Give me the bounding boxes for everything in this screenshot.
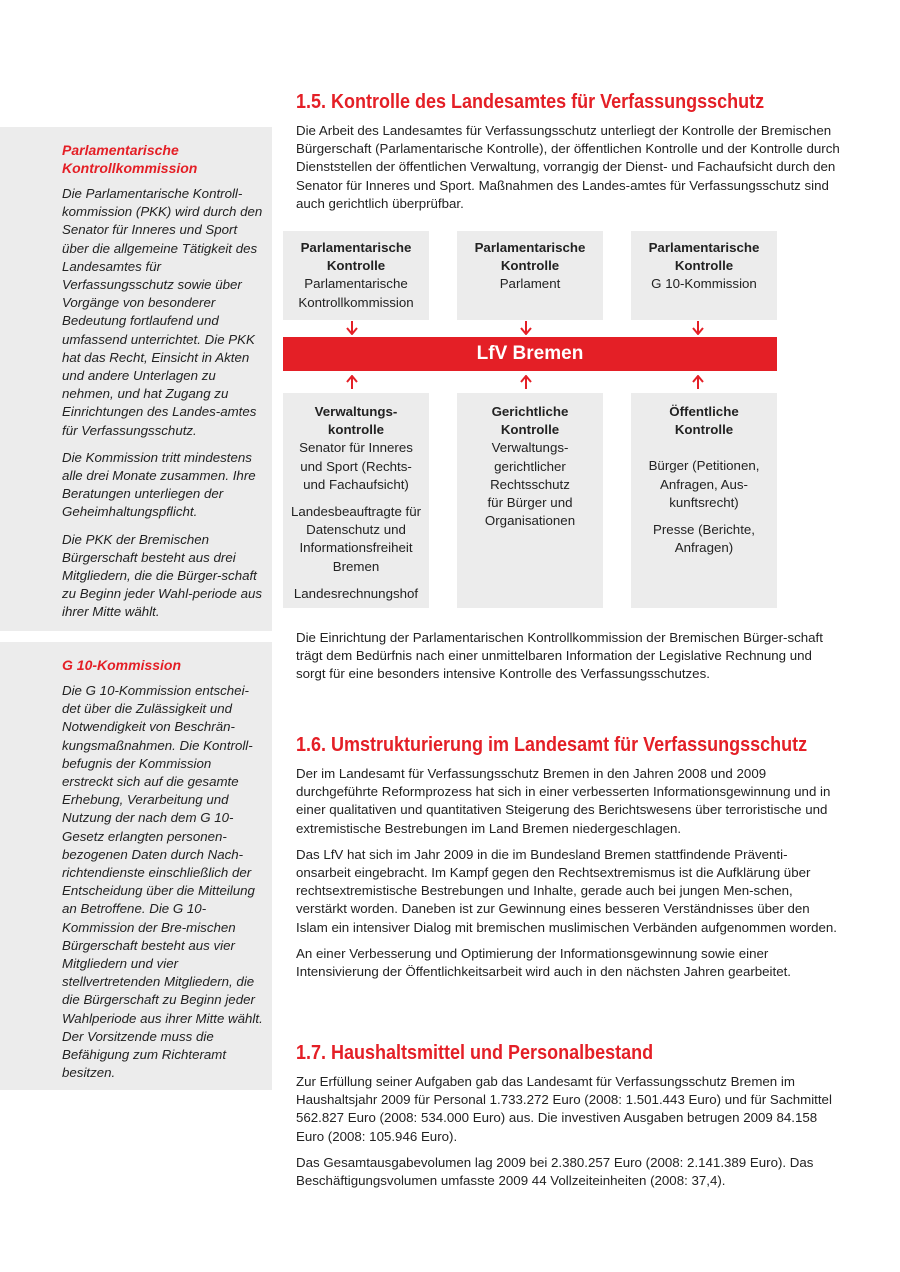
- diagram-box-line: G 10-Kommission: [651, 276, 757, 292]
- diagram-box-verwaltungskontrolle: [283, 393, 429, 608]
- diagram-box-line: Organisationen: [484, 513, 576, 529]
- diagram-box-line: Parlament: [499, 276, 561, 292]
- section-paragraph: Der im Landesamt für Verfassungsschutz Bremen in den Jahren 2008 und 2009 durchgeführte Reformprozess hat sich in einer verbesserten Informationsgewinnung und in einer qualitativen und quantitativen Steigerung des Berichtswesens über terroristische und extremistische Bestrebungen im Land Bremen niedergeschlagen.: [296, 766, 831, 836]
- diagram-box-line: Datenschutz und: [306, 522, 406, 538]
- diagram-box-title: Kontrolle: [326, 258, 386, 274]
- section-paragraph: Die Arbeit des Landesamtes für Verfassungsschutz unterliegt der Kontrolle der Bremischen Bürgerschaft (Parlamentarische Kontrolle), der öffentlichen Kontrolle und der Kontrolle durch Dienststellen der öffentlichen Verwaltung, vorrangig der Dienst- und Fachaufsicht durch den Senator für Inneres und Sport. Maßnahmen des Landes-amtes für Verfassungsschutz sind auch gerichtlich überprüfbar.: [296, 123, 840, 211]
- arrow-down-icon: [346, 321, 358, 335]
- diagram-box-line: Anfragen, Aus-: [660, 476, 748, 492]
- diagram-box-gerichtliche-kontrolle: [457, 393, 603, 608]
- section-paragraph: Das LfV hat sich im Jahr 2009 in die im Bundesland Bremen stattfindende Präventi-onsarbeit eingebracht. Im Kampf gegen den Rechtsextremismus ist die Aufklärung über rechtsextremistische Bestrebungen und Inhalte, gerade auch bei jungen Men-schen, verstärkt worden. Daneben ist zur Gewinnung eines besseren Verständnisses über den Islam ein intensiver Dialog mit bremischen muslimischen Verbänden aufgenommen worden.: [296, 846, 838, 935]
- diagram-box-line: Senator für Inneres: [299, 440, 413, 456]
- diagram-box-title: Kontrolle: [674, 258, 734, 274]
- sidebar-box-g10: [0, 642, 272, 1090]
- sidebar-paragraph: Die PKK der Bremischen Bürgerschaft besteht aus drei Mitgliedern, die die Bürger-schaft zu Beginn jeder Wahl-periode aus ihrer Mitte wählt.: [62, 531, 263, 620]
- diagram-box-line: Rechtsschutz: [490, 476, 570, 492]
- section-heading: 1.6. Umstrukturierung im Landesamt für Verfassungsschutz: [296, 734, 808, 756]
- diagram-box-line: Parlamentarische: [304, 276, 408, 292]
- diagram-box-line: Landesrechnungshof: [293, 585, 419, 601]
- diagram-box-line: Kontrollkommission: [298, 294, 414, 310]
- section-1-7: [296, 1041, 841, 1198]
- diagram-box-line: Landesbeauftragte für: [290, 504, 422, 520]
- section-1-6: [296, 733, 841, 989]
- section-1-5-intro: [296, 90, 841, 221]
- diagram-box-line: Bremen: [332, 558, 380, 574]
- control-diagram: [283, 231, 777, 608]
- arrow-up-icon: [692, 375, 704, 389]
- section-paragraph: Die Einrichtung der Parlamentarischen Kontrollkommission der Bremischen Bürger-schaft trägt dem Bedürfnis nach einer unmittelbaren Information der Legislative Rechnung und sorgt für eine besonders intensive Kontrolle des Verfassungsschutzes.: [296, 630, 823, 682]
- diagram-box-title: Kontrolle: [500, 422, 560, 438]
- diagram-box-title: Kontrolle: [500, 258, 560, 274]
- arrow-up-icon: [346, 375, 358, 389]
- sidebar-paragraph: Die Kommission tritt mindestens alle drei Monate zusammen. Ihre Beratungen unterliegen der Geheimhaltungspflicht.: [62, 449, 256, 520]
- section-heading: 1.5. Kontrolle des Landesamtes für Verfassungsschutz: [296, 91, 765, 113]
- sidebar-box-title: Parlamentarische Kontrollkommission: [62, 142, 198, 176]
- diagram-box-title: Gerichtliche: [491, 404, 569, 419]
- sidebar-paragraph: Die G 10-Kommission entschei-det über die Zulässigkeit und Notwendigkeit von Beschrän-kungsmaßnahmen. Die Kontroll-befugnis der Kommission erstreckt sich auf die gesamte Erhebung, Verarbeitung und Nutzung der nach dem G 10-Gesetz erlangten personen-bezogenen Daten durch Nach-richtendienste einschließlich der Entscheidung über die Mitteilung an Betroffene. Die G 10-Kommission der Bre-mischen Bürgerschaft besteht aus vier Mitgliedern und vier stellvertretenden Mitgliedern, die die Bürgerschaft zu Beginn jeder Wahlperiode aus ihrer Mitte wählt. Der Vorsitzende muss die Befähigung zum Richteramt besitzen.: [62, 683, 263, 1081]
- lfv-bremen-bar: LfV Bremen: [283, 337, 777, 371]
- diagram-box-line: kunftsrecht): [669, 494, 739, 510]
- diagram-box-line: Informationsfreiheit: [299, 540, 413, 556]
- diagram-box-line: und Sport (Rechts-: [300, 458, 412, 474]
- diagram-box-title: Parlamentarische: [300, 240, 412, 255]
- diagram-box-line: gerichtlicher: [494, 458, 566, 474]
- diagram-box-line: Bürger (Petitionen,: [648, 458, 760, 474]
- diagram-box-oeffentliche-kontrolle: [631, 393, 777, 608]
- diagram-box-pkk: [283, 231, 429, 320]
- diagram-box-title: Kontrolle: [674, 422, 734, 438]
- diagram-box-line: Verwaltungs-: [491, 440, 569, 456]
- diagram-box-title: Parlamentarische: [474, 240, 586, 255]
- arrow-down-icon: [692, 321, 704, 335]
- diagram-box-line: für Bürger und: [487, 495, 573, 511]
- diagram-box-title: Verwaltungs-: [314, 404, 398, 419]
- diagram-box-parlament: [457, 231, 603, 320]
- section-paragraph: Zur Erfüllung seiner Aufgaben gab das Landesamt für Verfassungsschutz Bremen im Haushaltsjahr 2009 für Personal 1.733.272 Euro (2008: 1.501.443 Euro) und für Sachmittel 562.827 Euro (2008: 534.000 Euro) aus. Die investiven Ausgaben betrugen 2009 84.158 Euro (2008: 105.946 Euro).: [296, 1074, 832, 1144]
- section-heading: 1.7. Haushaltsmittel und Personalbestand: [296, 1042, 654, 1064]
- sidebar-paragraph: Die Parlamentarische Kontroll-kommission (PKK) wird durch den Senator für Inneres und Sport über die allgemeine Tätigkeit des Landesamtes für Verfassungsschutz sowie über Vorgänge von besonderer Bedeutung fortlaufend und umfassend unterrichtet. Die PKK hat das Recht, Einsicht in Akten und andere Unterlagen zu nehmen, und hat Zugang zu Einrichtungen des Landes-amtes für Verfassungsschutz.: [62, 186, 263, 438]
- diagram-box-line: Presse (Berichte,: [653, 522, 755, 538]
- diagram-box-line: und Fachaufsicht): [303, 476, 409, 492]
- diagram-box-g10: [631, 231, 777, 320]
- section-1-5-after: [296, 629, 841, 692]
- arrow-down-icon: [520, 321, 532, 335]
- diagram-box-title: kontrolle: [327, 422, 385, 438]
- sidebar-box-pkk: [0, 127, 272, 631]
- diagram-box-title: Öffentliche: [669, 404, 739, 419]
- section-paragraph: Das Gesamtausgabevolumen lag 2009 bei 2.380.257 Euro (2008: 2.141.389 Euro). Das Beschäftigungsvolumen umfasste 2009 44 Vollzeiteinheiten (2008: 37,4).: [296, 1154, 814, 1189]
- arrow-up-icon: [520, 375, 532, 389]
- diagram-box-title: Parlamentarische: [648, 240, 760, 255]
- sidebar-box-title: G 10-Kommission: [62, 657, 182, 673]
- diagram-box-line: Anfragen): [674, 540, 734, 556]
- section-paragraph: An einer Verbesserung und Optimierung der Informationsgewinnung sowie einer Intensivierung der Öffentlichkeitsarbeit wird auch in den nächsten Jahren gearbeitet.: [296, 945, 791, 980]
